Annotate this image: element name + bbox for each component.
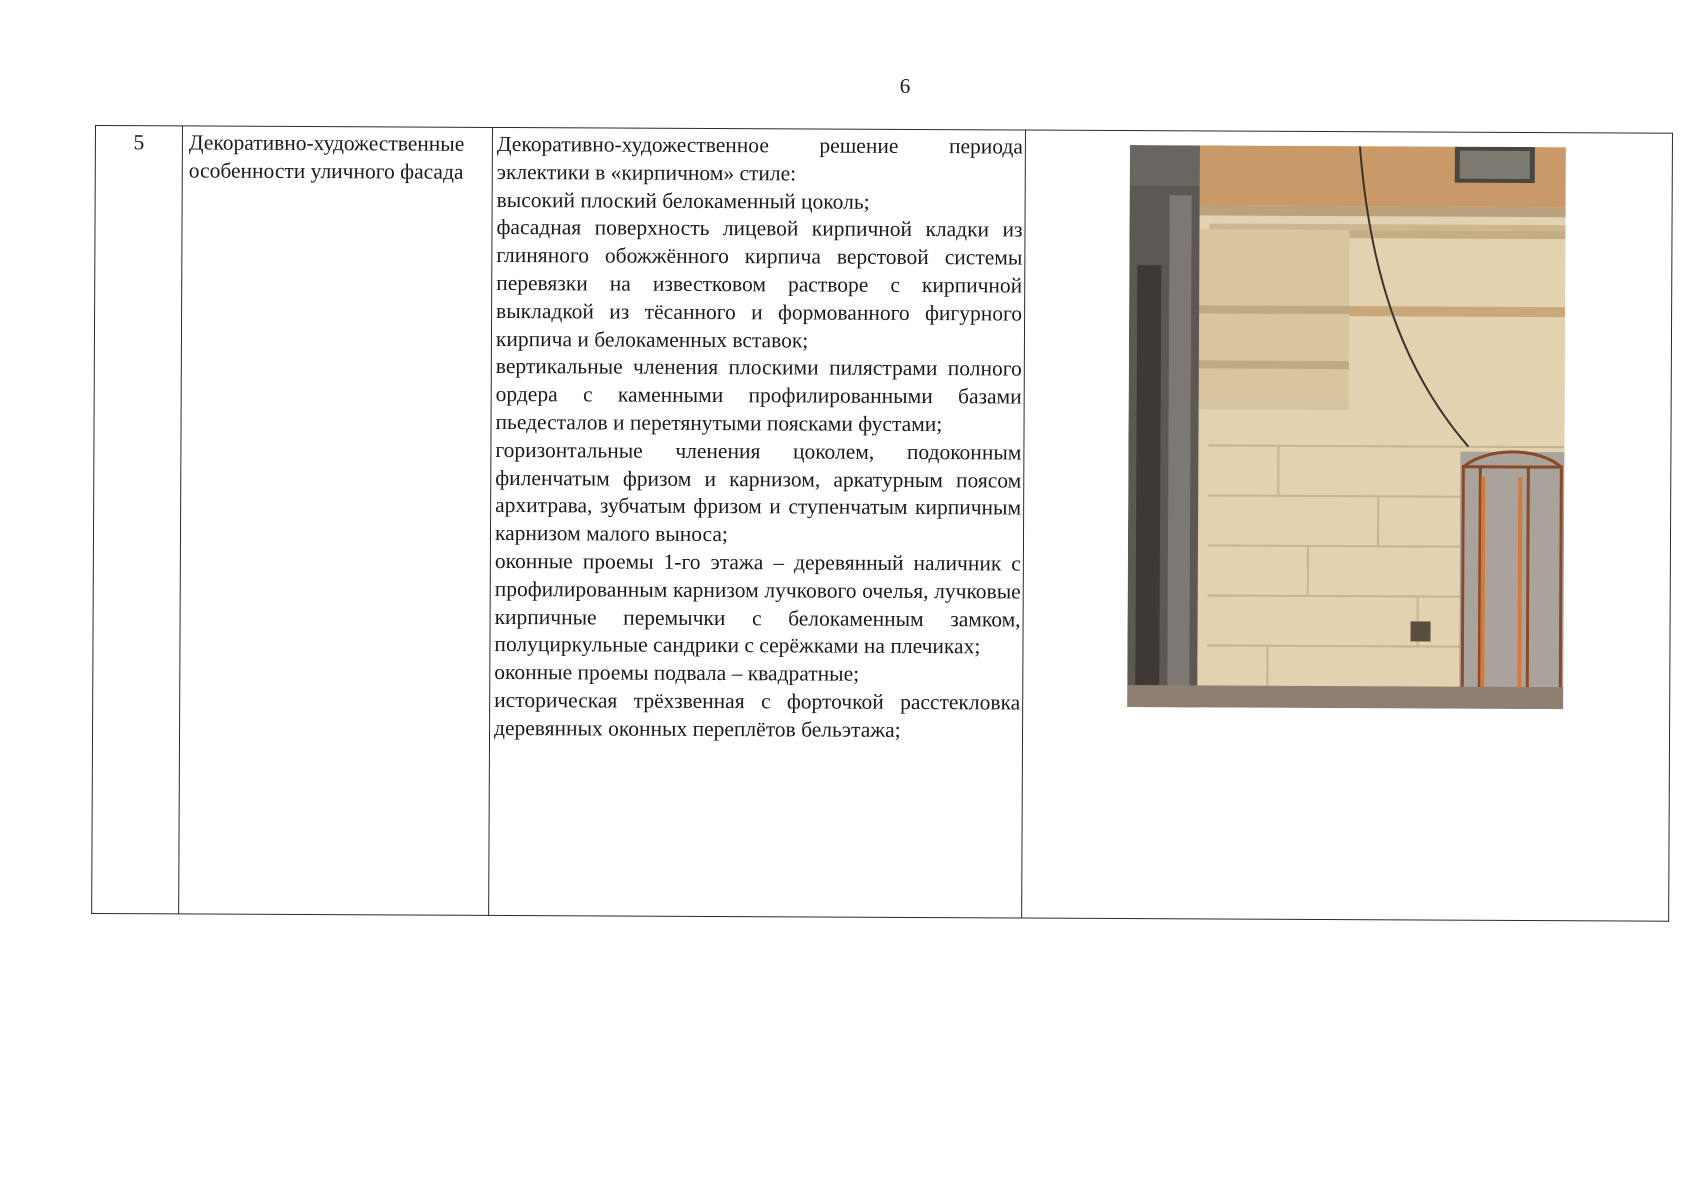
description-paragraph: горизонтальные членения цоколем, подоконным филенчатым фризом и карнизом, аркатурным поясом архитрава, зубчатым фризом и ступенчатым кирпичным карнизом малого выноса; <box>494 437 1022 547</box>
pilaster <box>1199 229 1350 410</box>
description-paragraph: оконные проемы подвала – квадратные; <box>494 660 860 686</box>
description-paragraph: высокий плоский белокаменный цоколь; <box>496 187 870 214</box>
door-top <box>1130 145 1200 185</box>
facade-photo <box>1127 145 1566 709</box>
grille-window <box>1459 452 1564 710</box>
frieze-line <box>1349 230 1565 239</box>
door-shadow <box>1135 265 1161 707</box>
feature-table <box>91 125 1673 922</box>
page-number: 6 <box>899 74 911 98</box>
description-paragraph: фасадная поверхность лицевой кирпичной кладки из глиняного обожжённого кирпича верстовой системы перевязки на известковом растворе с кирпичной выкладкой из тёсанного и формованного фигурного кирпича и белокаменных вставок; <box>495 215 1023 353</box>
row-number: 5 <box>133 130 145 155</box>
basement-hole <box>1410 621 1430 641</box>
cornice <box>1200 205 1566 217</box>
description-paragraph: историческая трёхзвенная с форточкой расстекловка деревянных оконных переплётов бельэтажа; <box>494 687 1021 742</box>
row-number-cell <box>92 126 183 914</box>
description-paragraph: оконные проемы 1-го этажа – деревянный наличник с профилированным карнизом лучкового очелья, лучковые кирпичные перемычки с белокаменным замком, полуциркульные сандрики с серёжками на плечиках; <box>494 548 1021 659</box>
description-paragraph: вертикальные членения плоскими пилястрами полного ордера с каменными профилированными базами пьедесталов и перетянутыми поясками фустами; <box>495 354 1022 437</box>
row-name-cell <box>179 126 493 916</box>
row-photo-cell <box>1022 130 1673 921</box>
ground <box>1127 685 1563 709</box>
description-paragraph: Декоративно-художественное решение периода эклектики в «кирпичном» стиле: <box>496 131 1023 186</box>
facade-photo-illustration <box>1127 145 1566 709</box>
pilaster-band <box>1199 305 1349 314</box>
frieze-line <box>1349 306 1565 317</box>
pilaster-band <box>1199 360 1349 369</box>
door-post <box>1167 195 1192 707</box>
row-description-cell <box>489 127 1026 918</box>
upper-window-glass <box>1460 151 1530 179</box>
table-row <box>92 126 1673 922</box>
row-name: Декоративно-художественные особенности уличного фасада <box>188 130 465 184</box>
